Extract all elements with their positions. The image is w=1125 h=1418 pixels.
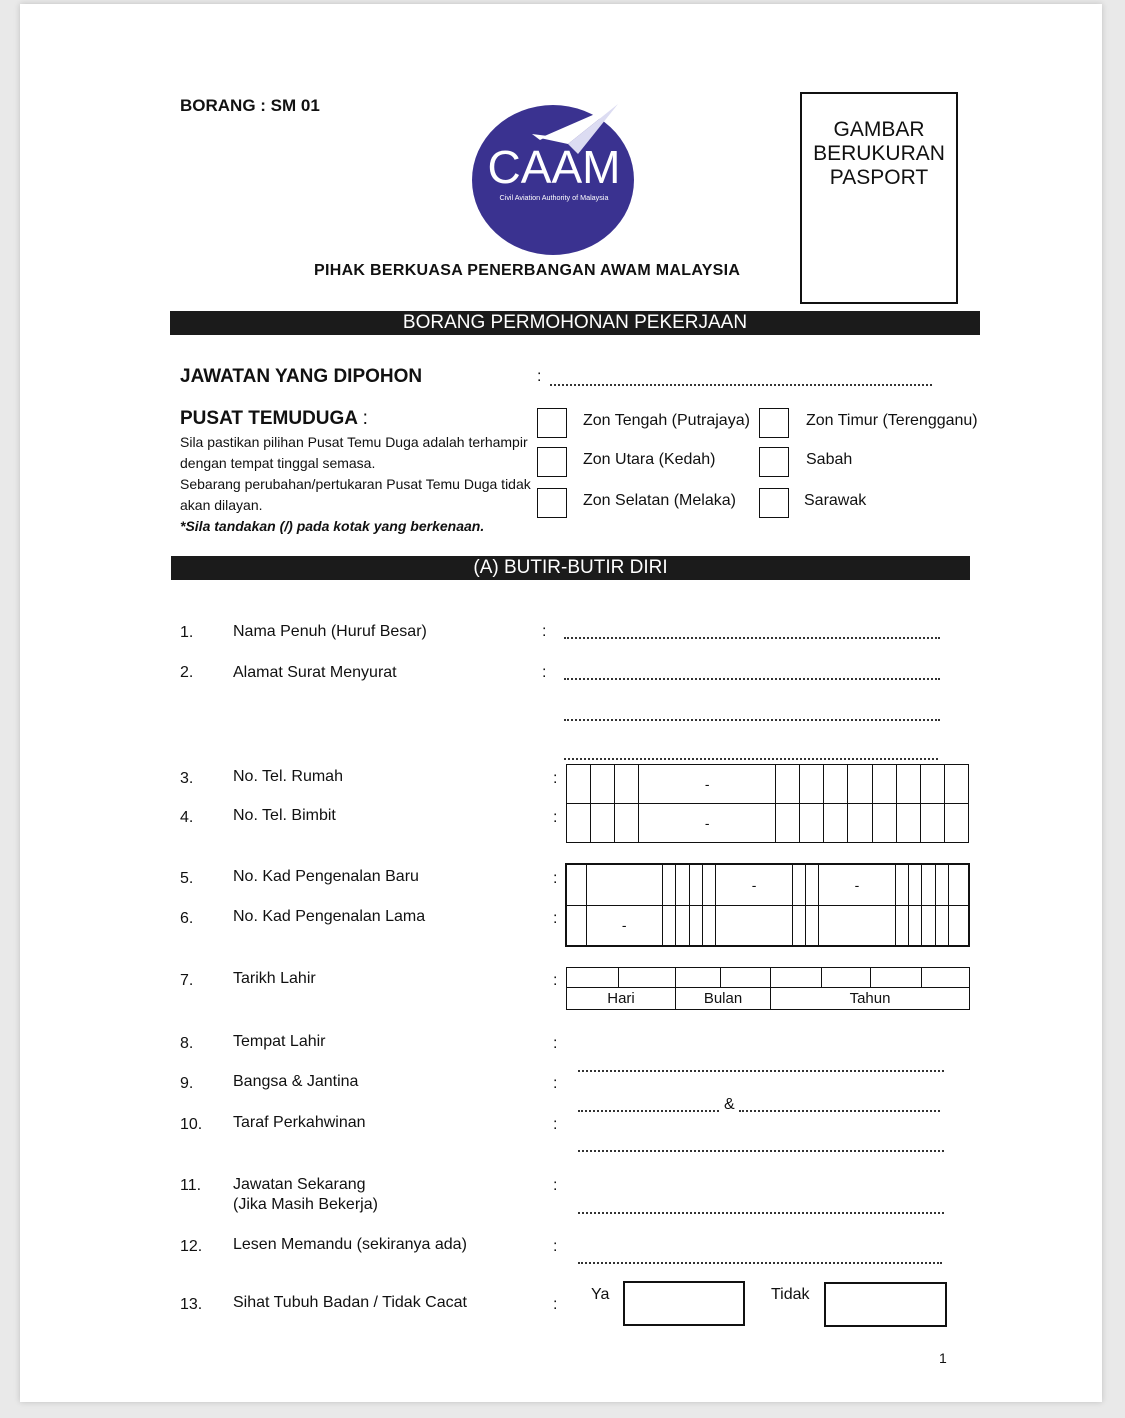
field-label-home-phone: No. Tel. Rumah (233, 768, 343, 785)
date-label-month: Bulan (676, 988, 771, 1010)
current-position-label: Jawatan Sekarang (233, 1176, 366, 1193)
field-number: 4. (180, 809, 194, 826)
ic-dash: - (716, 864, 792, 905)
form-page (20, 4, 1102, 1402)
driving-license-input[interactable] (578, 1262, 942, 1264)
field-number: 13. (180, 1296, 203, 1313)
caam-logo (470, 96, 640, 256)
option-zon-utara: Zon Utara (Kedah) (583, 451, 716, 468)
phone-grid[interactable] (566, 764, 969, 843)
option-zon-timur: Zon Timur (Terengganu) (806, 412, 978, 429)
field-colon: : (553, 1296, 558, 1313)
field-colon: : (553, 870, 558, 887)
field-colon: : (542, 623, 547, 640)
checkbox-zon-timur[interactable] (759, 408, 789, 438)
page-number: 1 (939, 1350, 947, 1366)
field-colon: : (553, 1177, 558, 1194)
field-colon: : (553, 972, 558, 989)
field-label-mobile-phone: No. Tel. Bimbit (233, 807, 336, 824)
field-number: 8. (180, 1035, 194, 1052)
health-no-box[interactable] (824, 1282, 947, 1327)
checkbox-sabah[interactable] (759, 447, 789, 477)
phone-dash: - (639, 804, 776, 843)
ic-grid[interactable] (565, 863, 970, 947)
field-number: 7. (180, 972, 194, 989)
gender-input[interactable] (739, 1110, 940, 1112)
current-position-sublabel: (Jika Masih Bekerja) (233, 1196, 378, 1213)
address-input-line-1[interactable] (564, 678, 940, 680)
field-label-race-gender: Bangsa & Jantina (233, 1073, 359, 1090)
checkbox-zon-selatan[interactable] (537, 488, 567, 518)
address-input-line-2[interactable] (564, 719, 940, 721)
marital-status-input[interactable] (578, 1150, 944, 1152)
option-sarawak: Sarawak (804, 492, 867, 509)
field-number: 6. (180, 910, 194, 927)
form-title: BORANG PERMOHONAN PEKERJAAN (402, 312, 748, 333)
option-sabah: Sabah (806, 451, 853, 468)
health-no-label: Tidak (771, 1286, 810, 1303)
photo-box-line-3: PASPORT (829, 166, 929, 189)
svg-text:Civil Aviation Authority of Ma: Civil Aviation Authority of Malaysia (499, 193, 609, 202)
new-ic-row[interactable] (566, 864, 969, 905)
field-label-date-of-birth: Tarikh Lahir (233, 970, 316, 987)
option-zon-selatan: Zon Selatan (Melaka) (583, 492, 736, 509)
note-line-1: Sila pastikan pilihan Pusat Temu Duga adalah terhampir (180, 434, 528, 450)
address-input-line-3[interactable] (564, 758, 938, 760)
note-line-3: Sebarang perubahan/pertukaran Pusat Temu Duga tidak (180, 476, 531, 492)
field-number: 5. (180, 870, 194, 887)
checkbox-zon-tengah[interactable] (537, 408, 567, 438)
field-label-old-ic: No. Kad Pengenalan Lama (233, 908, 426, 925)
field-colon: : (553, 809, 558, 826)
date-input-row[interactable] (567, 968, 970, 988)
date-label-day: Hari (567, 988, 676, 1010)
home-phone-row[interactable] (567, 765, 969, 804)
ic-dash: - (819, 864, 895, 905)
checkbox-sarawak[interactable] (759, 488, 789, 518)
field-number: 11. (180, 1177, 202, 1194)
field-label-full-name: Nama Penuh (Huruf Besar) (233, 623, 427, 640)
ic-dash: - (586, 905, 662, 946)
field-colon: : (553, 1116, 558, 1133)
field-colon: : (553, 770, 558, 787)
date-label-year: Tahun (771, 988, 970, 1010)
checkbox-zon-utara[interactable] (537, 447, 567, 477)
interview-center-notes (180, 432, 531, 537)
section-a-bar (171, 556, 970, 580)
date-of-birth-grid[interactable] (566, 967, 970, 1010)
field-label-marital-status: Taraf Perkahwinan (233, 1114, 366, 1131)
field-label-current-position (233, 1175, 378, 1215)
note-line-2: dengan tempat tinggal semasa. (180, 455, 376, 471)
field-colon: : (553, 1075, 558, 1092)
health-yes-label: Ya (591, 1286, 610, 1303)
field-number: 2. (180, 664, 194, 681)
option-zon-tengah: Zon Tengah (Putrajaya) (583, 412, 750, 429)
organization-name: PIHAK BERKUASA PENERBANGAN AWAM MALAYSIA (314, 262, 741, 279)
field-number: 9. (180, 1075, 194, 1092)
health-yes-box[interactable] (623, 1281, 745, 1326)
current-position-input[interactable] (578, 1212, 944, 1214)
place-of-birth-input[interactable] (578, 1070, 944, 1072)
field-label-place-of-birth: Tempat Lahir (233, 1033, 326, 1050)
tick-instruction: *Sila tandakan (/) pada kotak yang berkenaan. (180, 518, 485, 534)
interview-center-title: PUSAT TEMUDUGA : (180, 408, 368, 429)
field-colon: : (553, 1238, 558, 1255)
form-code: BORANG : SM 01 (180, 96, 320, 115)
form-title-bar (170, 311, 980, 335)
note-line-4: akan dilayan. (180, 497, 263, 513)
field-label-address: Alamat Surat Menyurat (233, 664, 397, 681)
phone-dash: - (639, 765, 776, 804)
date-label-row (567, 988, 970, 1010)
position-applied-input[interactable] (550, 384, 932, 386)
race-input[interactable] (578, 1110, 719, 1112)
section-a-title: (A) BUTIR-BUTIR DIRI (473, 557, 668, 578)
field-label-health: Sihat Tubuh Badan / Tidak Cacat (233, 1294, 467, 1311)
old-ic-row[interactable] (566, 905, 969, 946)
svg-text:CAAM: CAAM (487, 141, 621, 193)
field-number: 3. (180, 770, 194, 787)
field-number: 12. (180, 1238, 203, 1255)
ampersand: & (724, 1096, 735, 1113)
field-number: 1. (180, 624, 194, 641)
field-colon: : (542, 664, 547, 681)
photo-box-line-2: BERUKURAN (813, 142, 945, 165)
position-applied-label: JAWATAN YANG DIPOHON (180, 366, 423, 387)
passport-photo-box[interactable] (800, 92, 958, 304)
field-label-new-ic: No. Kad Pengenalan Baru (233, 868, 419, 885)
photo-box-line-1: GAMBAR (833, 118, 925, 141)
field-colon: : (553, 910, 558, 927)
field-label-driving-license: Lesen Memandu (sekiranya ada) (233, 1236, 467, 1253)
field-colon: : (553, 1035, 558, 1052)
field-number: 10. (180, 1116, 203, 1133)
full-name-input[interactable] (564, 637, 940, 639)
mobile-phone-row[interactable] (567, 804, 969, 843)
position-colon: : (537, 368, 542, 385)
